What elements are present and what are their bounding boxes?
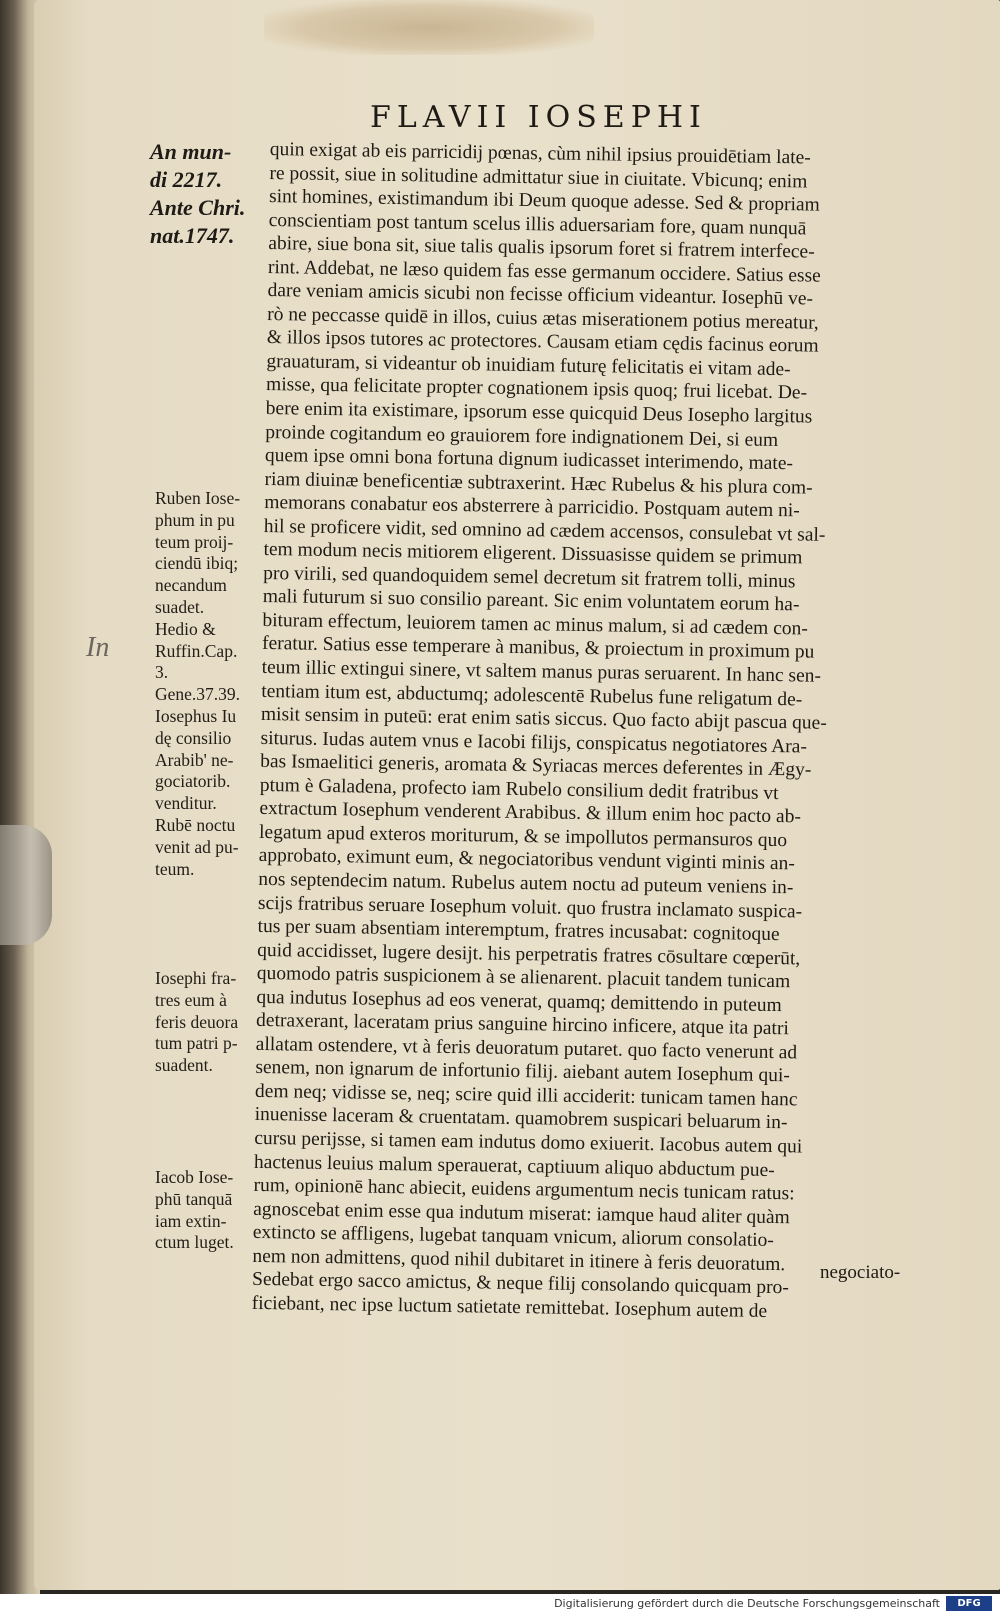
- pencil-annotation: In: [86, 632, 110, 663]
- text-line: proinde cogitandum eo grauiorem fore indignationem Dei, si eum: [265, 421, 779, 451]
- text-line: hil se proficere vidit, sed omnino ad cædem accensos, consulebat vt sal-: [263, 515, 826, 546]
- text-line: ptum è Galadena, profecto iam Rubelo consilium dedit fratribus vt: [259, 774, 779, 804]
- text-line: siturus. Iudas autem vnus e Iacobi filijs, conspicatus negotiatores Ara-: [260, 727, 808, 758]
- margin-note-line: Ruffin.Cap.: [155, 640, 238, 661]
- margin-date-line: Ante Chri.: [150, 195, 246, 220]
- text-line: quem ipse omni bona fortuna dignum iudicasset interimendo, mate-: [264, 445, 794, 475]
- text-line: agnoscebat enim esse qua indutum miserat: iamque haud aliter quàm: [253, 1198, 790, 1228]
- margin-note-line: venditur.: [155, 793, 217, 814]
- text-line: re possit, siue in solitudine admittatur siue in ciuitate. Vbicunq; enim: [269, 162, 808, 192]
- margin-note-line: Ruben Iose-: [155, 488, 241, 508]
- text-line: extincto se affligens, lugebat tanquam vnicum, aliorum consolatio-: [252, 1222, 775, 1252]
- text-line: mali futurum si suo consilio pareant. Sic enim voluntatem eorum ha-: [262, 586, 800, 616]
- margin-note-line: Gene.37.39.: [155, 684, 241, 705]
- footer-bar: [0, 1594, 1000, 1614]
- margin-note-line: ctum luget.: [155, 1232, 234, 1253]
- text-line: senem, non ignarum de infortunio filij. aiebant autem Iosephum qui-: [255, 1057, 790, 1087]
- main-text: [252, 138, 910, 1325]
- catchword: negociato-: [820, 1262, 901, 1283]
- margin-note-line: Rubē noctu: [155, 814, 236, 835]
- margin-note-line: suadent.: [155, 1055, 213, 1076]
- text-line: misit sensim in puteū: erat enim satis siccus. Quo facto abijt pascua que-: [260, 704, 827, 734]
- margin-note-line: teum.: [155, 858, 195, 879]
- text-line: ficiebant, nec ipse luctum satietate remittebat. Iosephum autem de: [251, 1292, 768, 1322]
- text-line: sint homines, existimandum ibi Deum quoque adesse. Sed & propriam: [268, 186, 820, 216]
- margin-date-line: An mun-: [150, 139, 232, 164]
- margin-dates: [150, 138, 270, 250]
- page-stain: [264, 0, 594, 55]
- text-line: rint. Addebat, ne læso quidem fas esse germanum occidere. Satius esse: [267, 256, 821, 287]
- text-line: memorans conabatur eos absterrere à parricidio. Postquam autem ni-: [264, 492, 800, 522]
- margin-note-jacob: [155, 1167, 267, 1254]
- text-line: qua indutus Iosephus ad eos venerat, quamq; demittendo in puteum: [256, 986, 782, 1016]
- text-line: allatam ostendere, vt à feris deuoratum putaret. quo facto venerunt ad: [255, 1033, 798, 1064]
- margin-note-line: necandum: [155, 575, 227, 596]
- text-line: grauaturam, si videantur ob inuidiam futurę felicitatis ei vitam ade-: [266, 350, 791, 381]
- text-line: misse, qua felicitate propter cognationem ipsis quoq; frui licebat. De-: [265, 374, 808, 404]
- text-line: rò ne peccasse quidē in illos, cuius ætas miserationem potius mereatur,: [267, 303, 819, 334]
- text-line: quid accidisset, lugere desijt. his perpetratis fratres cōsultare cœperūt,: [257, 939, 801, 970]
- margin-note-brothers: [155, 968, 267, 1077]
- margin-note-line: gociatorib.: [155, 771, 231, 792]
- text-line: quin exigat ab eis parricidij pœnas, cùm nihil ipsius prouidētiam late-: [269, 138, 811, 169]
- margin-date-line: di 2217.: [150, 167, 223, 192]
- margin-note-ruben: [155, 488, 267, 880]
- margin-date-line: nat.1747.: [150, 223, 235, 248]
- margin-note-line: phum in pu: [155, 509, 235, 530]
- text-line: feratur. Satius esse temperare à manibus, & proiectum in proximum pu: [261, 633, 815, 664]
- running-header: FLAVII IOSEPHI: [370, 100, 707, 135]
- text-line: hactenus leuius malum sperauerat, captiuum aliquo abductum pue-: [253, 1151, 775, 1181]
- margin-note-line: tum patri p-: [155, 1033, 238, 1054]
- text-line: & illos ipsos tutores ac protectores. Causam etiam cędis facinus eorum: [266, 327, 819, 358]
- text-line: inuenisse laceram & cruentatam. quamobrem suspicari beluarum in-: [254, 1104, 788, 1134]
- text-line: approbato, eximunt eum, & negociatoribus vendunt viginti minis an-: [258, 845, 795, 875]
- margin-note-line: phū tanquā: [155, 1188, 233, 1209]
- text-line: scijs fratribus seruare Iosephum voluit. quo frustra inclamato suspica-: [257, 892, 803, 922]
- page-clip: [0, 825, 52, 945]
- text-line: riam diuinæ beneficentiæ subtraxerint. Hæc Rubelus & his plura com-: [264, 468, 813, 499]
- text-line: conscientiam post tantum scelus illis aduersariam fore, quam nunquā: [268, 209, 807, 240]
- margin-note-line: dę consilio: [155, 727, 232, 748]
- text-line: extractum Iosephum venderent Arabibus. & illum enim hoc pacto ab-: [259, 798, 802, 828]
- text-line: tem modum necis mitiorem eligerent. Dissuasisse quidem se primum: [263, 539, 803, 569]
- text-line: dare veniam amicis sicubi non fecisse officium videantur. Iosephū ve-: [267, 280, 814, 310]
- margin-note-line: Arabib' ne-: [155, 749, 234, 770]
- text-line: nos septendecim natum. Rubelus autem noctu ad puteum veniens in-: [258, 868, 794, 899]
- margin-note-line: ciendū ibiq;: [155, 553, 239, 574]
- margin-note-line: iam extin-: [155, 1210, 227, 1231]
- text-line: detraxerant, laceratam prius sanguine hircino inficere, atque ita patri: [255, 1010, 789, 1040]
- text-line: tentiam itum est, abductumq; adolescentē Rubelus fune religatum de-: [261, 680, 803, 711]
- margin-note-line: 3.: [155, 662, 169, 683]
- dfg-logo: DFG: [946, 1596, 992, 1611]
- text-line: pro virili, sed quandoquidem semel decretum sit fratrem tolli, minus: [262, 562, 796, 593]
- margin-note-line: venit ad pu-: [155, 836, 239, 857]
- text-line: quomodo patris suspicionem à se alienarent. placuit tandem tunicam: [256, 963, 791, 993]
- margin-note-line: Iosephi fra-: [155, 968, 237, 988]
- margin-note-line: feris deuora: [155, 1011, 239, 1032]
- margin-note-line: Hedio &: [155, 618, 216, 639]
- text-line: nem non admittens, quod nihil dubitaret in itinere à feris deuoratum.: [252, 1245, 786, 1275]
- margin-note-line: suadet.: [155, 596, 205, 617]
- text-line: teum illic extingui sinere, vt saltem manus puras seruarent. In hanc sen-: [261, 656, 822, 687]
- text-line: bas Ismaelitici generis, aromata & Syriacas merces deferentes in Ægy-: [260, 751, 812, 781]
- text-line: cursu perijsse, si tamen eam indutus domo exiuerit. Iacobus autem qui: [254, 1127, 803, 1158]
- text-line: bere enim ita existimare, ipsorum esse quicquid Deus Iosepho largitus: [265, 397, 813, 428]
- margin-note-line: teum proij-: [155, 531, 234, 552]
- margin-note-line: Iacob Iose-: [155, 1167, 234, 1187]
- text-line: legatum apud exteros moriturum, & se impollutos permansuros quo: [258, 821, 788, 852]
- text-line: abire, siue bona sit, siue talis qualis ipsorum foret si fratrem interfece-: [268, 233, 815, 263]
- text-line: Sedebat ergo sacco amictus, & neque filij consolando quicquam pro-: [251, 1269, 789, 1299]
- margin-note-line: tres eum à: [155, 989, 227, 1010]
- text-line: bituram effectum, leuiorem tamen ac minus malum, si ad cædem con-: [262, 609, 809, 640]
- footer-text: Digitalisierung gefördert durch die Deutsche Forschungsgemeinschaft: [554, 1597, 940, 1610]
- text-line: tus per suam absentiam interemptum, fratres incusabat: cognitoque: [257, 915, 780, 946]
- text-line: rum, opinionē hanc abiecit, euidens argumentum necis tunicam ratus:: [253, 1174, 795, 1205]
- text-line: dem neq; vidisse se, neq; scire quid illi acciderit: tunicam tamen hanc: [254, 1080, 798, 1111]
- margin-note-line: Iosephus Iu: [155, 705, 237, 726]
